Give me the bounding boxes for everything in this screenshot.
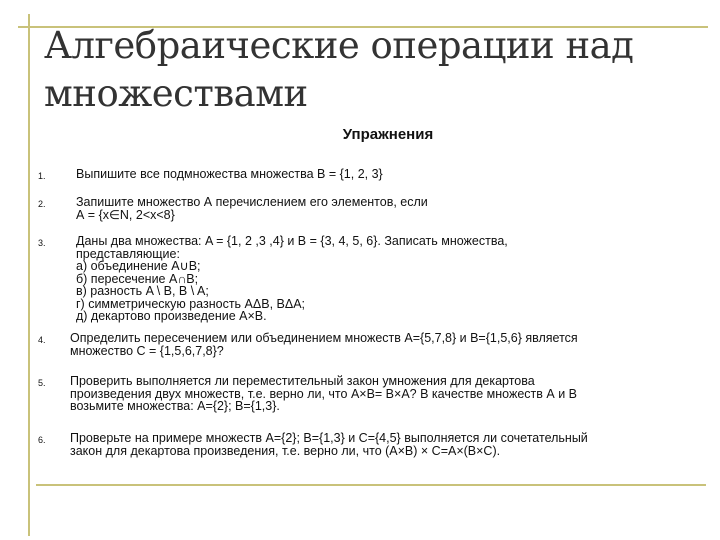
exercise-text <box>70 432 690 457</box>
slide-title-line-1: Алгебраические операции над <box>44 24 634 67</box>
exercise-line: в) разность A \ B, B \ A; <box>76 284 209 298</box>
exercise-line: г) симметрическую разность AΔB, BΔA; <box>76 296 306 311</box>
exercise-line: б) пересечение A∩B; <box>76 271 199 286</box>
exercise-line: Проверьте на примере множеств A={2}; B={1,3} и C={4,5} выполняется ли сочетательный <box>70 431 588 445</box>
exercise-text <box>70 375 690 413</box>
exercise-line: возьмите множества: A={2}; B={1,3}. <box>70 399 280 413</box>
exercise-line: Запишите множество А перечислением его элементов, если <box>76 195 428 209</box>
exercise-text <box>76 196 676 221</box>
exercise-line: А = {x∈N, 2<x<8} <box>76 207 175 222</box>
exercise-line: произведения двух множеств, т.е. верно ли, что A×B= B×A? В качестве множеств А и В <box>70 386 577 401</box>
bottom-horizontal-rule <box>36 484 706 486</box>
exercise-line: а) объединение A∪B; <box>76 259 201 273</box>
exercise-number: 1. <box>38 171 46 181</box>
exercises-heading: Упражнения <box>342 126 434 143</box>
exercise-number: 5. <box>38 378 46 388</box>
exercise-number: 3. <box>38 238 46 248</box>
exercise-line: Проверить выполняется ли переместительный закон умножения для декартова <box>70 374 535 388</box>
slide-title <box>44 22 704 118</box>
exercise-text <box>76 168 676 181</box>
exercise-line: закон для декартова произведения, т.е. верно ли, что (A×B) × C=A×(B×C). <box>70 443 501 458</box>
exercise-line: представляющие: <box>76 246 180 261</box>
left-vertical-rule <box>28 14 30 536</box>
exercise-text <box>76 235 676 323</box>
exercise-line: Даны два множества: A = {1, 2 ,3 ,4} и B = {3, 4, 5, 6}. Записать множества, <box>76 234 508 248</box>
exercise-line: множество C = {1,5,6,7,8}? <box>70 343 224 358</box>
exercise-line: Определить пересечением или объединением множеств A={5,7,8} и B={1,5,6} является <box>70 331 578 345</box>
exercise-text <box>70 332 690 357</box>
exercise-number: 4. <box>38 335 46 345</box>
exercise-number: 6. <box>38 435 46 445</box>
slide-title-line-2: множествами <box>44 72 308 115</box>
exercise-line: Выпишите все подмножества множества B = {1, 2, 3} <box>76 167 383 181</box>
exercise-number: 2. <box>38 199 46 209</box>
exercise-line: д) декартово произведение A×B. <box>76 309 267 323</box>
